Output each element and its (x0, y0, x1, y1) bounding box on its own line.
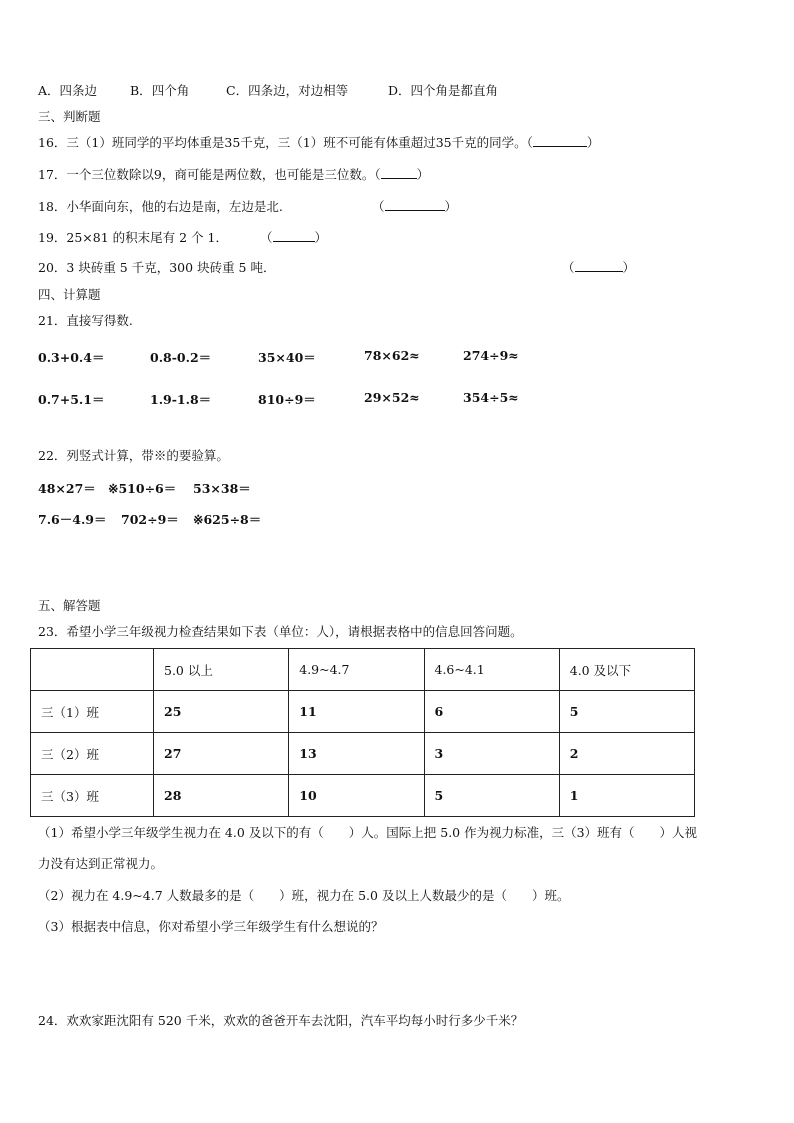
question-24: 24．欢欢家距沈阳有 520 千米，欢欢的爸爸开车去沈阳，汽车平均每小时行多少千米？ (38, 1013, 524, 1028)
answer-blank[interactable] (533, 135, 587, 147)
section-heading-judge: 三、判断题 (38, 109, 101, 124)
table-header-cell (31, 649, 154, 691)
table-header-row (31, 649, 695, 691)
table-row (31, 733, 695, 775)
table-header-cell: 5.0 以上 (154, 649, 289, 691)
table-cell: 28 (154, 775, 289, 817)
table-row (31, 691, 695, 733)
table-cell: 5 (559, 691, 694, 733)
vertical-calc-item: ※510÷6＝ (108, 481, 177, 496)
vertical-calc-item: 702÷9＝ (121, 512, 179, 527)
calc-item: 0.3+0.4＝ (38, 350, 105, 365)
calc-item: 1.9-1.8＝ (150, 392, 212, 407)
table-cell: 5 (424, 775, 559, 817)
table-cell: 1 (559, 775, 694, 817)
calc-item: 0.7+5.1＝ (38, 392, 105, 407)
calc-item: 35×40＝ (258, 350, 316, 365)
section-heading-solve: 五、解答题 (38, 598, 101, 613)
q15-options (38, 83, 499, 99)
question-21: 21．直接写得数. (38, 313, 133, 328)
question-22: 22．列竖式计算，带※的要验算。 (38, 448, 229, 463)
table-cell: 27 (154, 733, 289, 775)
vertical-calc-item: 48×27＝ (38, 481, 96, 496)
option-b: B．四个角 (130, 83, 190, 98)
question-23: 23．希望小学三年级视力检查结果如下表（单位：人），请根据表格中的信息回答问题。 (38, 624, 523, 639)
vertical-calc-item: 7.6－4.9＝ (38, 512, 107, 527)
option-c: C．四条边，对边相等 (226, 83, 349, 98)
table-cell: 三（3）班 (31, 775, 154, 817)
table-cell: 3 (424, 733, 559, 775)
calc-item: 274÷9≈ (463, 348, 519, 363)
question-20: 20．3 块砖重 5 千克，300 块砖重 5 吨． （ ） (38, 260, 636, 275)
table-cell: 2 (559, 733, 694, 775)
option-a: A．四条边 (38, 83, 98, 98)
table-cell: 三（2）班 (31, 733, 154, 775)
answer-blank[interactable] (385, 199, 445, 211)
table-header-cell: 4.0 及以下 (559, 649, 694, 691)
q23-sub2: （2）视力在 4.9~4.7 人数最多的是（ ）班，视力在 5.0 及以上人数最少的是（ ）班。 (38, 888, 570, 903)
calc-item: 354÷5≈ (463, 390, 519, 405)
answer-blank[interactable] (273, 230, 315, 242)
question-18: 18．小华面向东，他的右边是南，左边是北. （ ） (38, 199, 458, 214)
question-16: 16．三（1）班同学的平均体重是35千克，三（1）班不可能有体重超过35千克的同学。（ ） (38, 135, 600, 150)
table-header-cell: 4.6~4.1 (424, 649, 559, 691)
answer-blank[interactable] (575, 260, 623, 272)
q23-sub1-line1: （1）希望小学三年级学生视力在 4.0 及以下的有（ ）人。国际上把 5.0 作为视力标准，三（3）班有（ ）人视 (38, 825, 698, 840)
table-row (31, 775, 695, 817)
option-d: D．四个角是都直角 (388, 83, 499, 98)
table-cell: 11 (289, 691, 424, 733)
question-17: 17．一个三位数除以9，商可能是两位数，也可能是三位数。（ ） (38, 167, 430, 182)
calc-item: 810÷9＝ (258, 392, 316, 407)
section-heading-calc: 四、计算题 (38, 287, 101, 302)
table-cell: 10 (289, 775, 424, 817)
table-cell: 6 (424, 691, 559, 733)
calc-item: 29×52≈ (364, 390, 420, 405)
calc-item: 0.8-0.2＝ (150, 350, 212, 365)
calc-item: 78×62≈ (364, 348, 420, 363)
question-19: 19．25×81 的积末尾有 2 个 1． （ ） (38, 230, 328, 245)
answer-blank[interactable] (381, 167, 417, 179)
q23-sub1-line2: 力没有达到正常视力。 (38, 856, 164, 871)
table-cell: 25 (154, 691, 289, 733)
table-cell: 13 (289, 733, 424, 775)
q23-sub3: （3）根据表中信息，你对希望小学三年级学生有什么想说的？ (38, 919, 384, 934)
table-cell: 三（1）班 (31, 691, 154, 733)
vertical-calc-item: ※625÷8＝ (193, 512, 262, 527)
table-header-cell: 4.9~4.7 (289, 649, 424, 691)
vision-table (30, 648, 695, 817)
vertical-calc-item: 53×38＝ (193, 481, 251, 496)
